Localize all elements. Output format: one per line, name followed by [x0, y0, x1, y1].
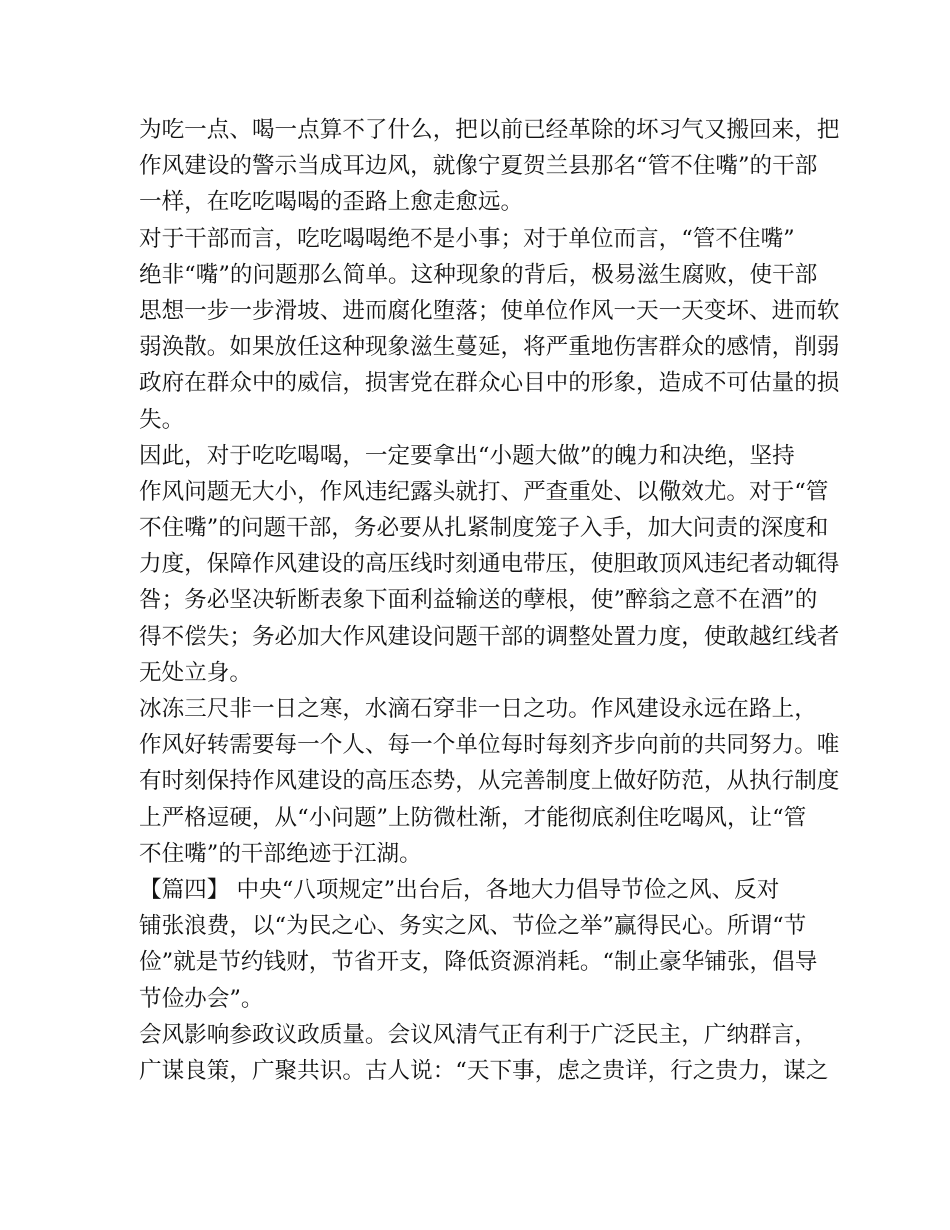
text-line: 会风影响参政议政质量。会议风清气正有利于广泛民主，广纳群言， — [139, 1021, 817, 1048]
text-line: 【篇四】 中央“八项规定”出台后，各地大力倡导节俭之风、反对 — [139, 876, 780, 903]
text-line: 无处立身。 — [139, 659, 252, 686]
document-body-text — [139, 112, 840, 1089]
text-line: 因此，对于吃吃喝喝，一定要拿出“小题大做”的魄力和决绝，坚持 — [139, 442, 795, 469]
text-line: 思想一步一步滑坡、进而腐化堕落；使单位作风一天一天变坏、进而软 — [139, 297, 840, 324]
text-line: 作风建设的警示当成耳边风，就像宁夏贺兰县那名“管不住嘴”的干部 — [139, 153, 818, 180]
text-line: 弱涣散。如果放任这种现象滋生蔓延，将严重地伤害群众的感情，削弱 — [139, 334, 840, 361]
text-line: 对于干部而言，吃吃喝喝绝不是小事；对于单位而言，“管不住嘴” — [139, 225, 795, 252]
text-line: 政府在群众中的威信，损害党在群众心目中的形象，造成不可估量的损 — [139, 370, 840, 397]
text-line: 力度，保障作风建设的高压线时刻通电带压，使胆敢顶风违纪者动辄得 — [139, 551, 840, 578]
text-line: 有时刻保持作风建设的高压态势，从完善制度上做好防范，从执行制度 — [139, 768, 840, 795]
text-line: 上严格逗硬，从“小问题”上防微杜渐，才能彻底刹住吃喝风，让“管 — [139, 804, 807, 831]
text-line: 节俭办会”。 — [139, 985, 264, 1012]
text-line: 俭”就是节约钱财，节省开支，降低资源消耗。“制止豪华铺张，倡导 — [139, 949, 818, 976]
text-line: 失。 — [139, 406, 185, 433]
text-line: 不住嘴”的干部绝迹于江湖。 — [139, 840, 422, 867]
text-line: 不住嘴”的问题干部，务必要从扎紧制度笼子入手，加大问责的深度和 — [139, 515, 829, 542]
text-line: 绝非“嘴”的问题那么简单。这种现象的背后，极易滋生腐败，使干部 — [139, 261, 818, 288]
text-line: 一样，在吃吃喝喝的歪路上愈走愈远。 — [139, 189, 524, 216]
text-line: 得不偿失；务必加大作风建设问题干部的调整处置力度，使敢越红线者 — [139, 623, 840, 650]
text-line: 咎；务必坚决斩断表象下面利益输送的孽根，使”醉翁之意不在酒”的 — [139, 587, 818, 614]
text-line: 作风问题无大小，作风违纪露头就打、严查重处、以儆效尤。对于“管 — [139, 478, 829, 505]
text-line: 冰冻三尺非一日之寒，水滴石穿非一日之功。作风建设永远在路上， — [139, 696, 817, 722]
text-line: 广谋良策，广聚共识。古人说：“天下事，虑之贵详，行之贵力，谋之 — [139, 1057, 829, 1084]
text-line: 铺张浪费，以“为民之心、务实之风、节俭之举”赢得民心。所谓“节 — [139, 913, 807, 940]
text-line: 为吃一点、喝一点算不了什么，把以前已经革除的坏习气又搬回来，把 — [139, 117, 840, 143]
text-line: 作风好转需要每一个人、每一个单位每时每刻齐步向前的共同努力。唯 — [139, 732, 840, 759]
